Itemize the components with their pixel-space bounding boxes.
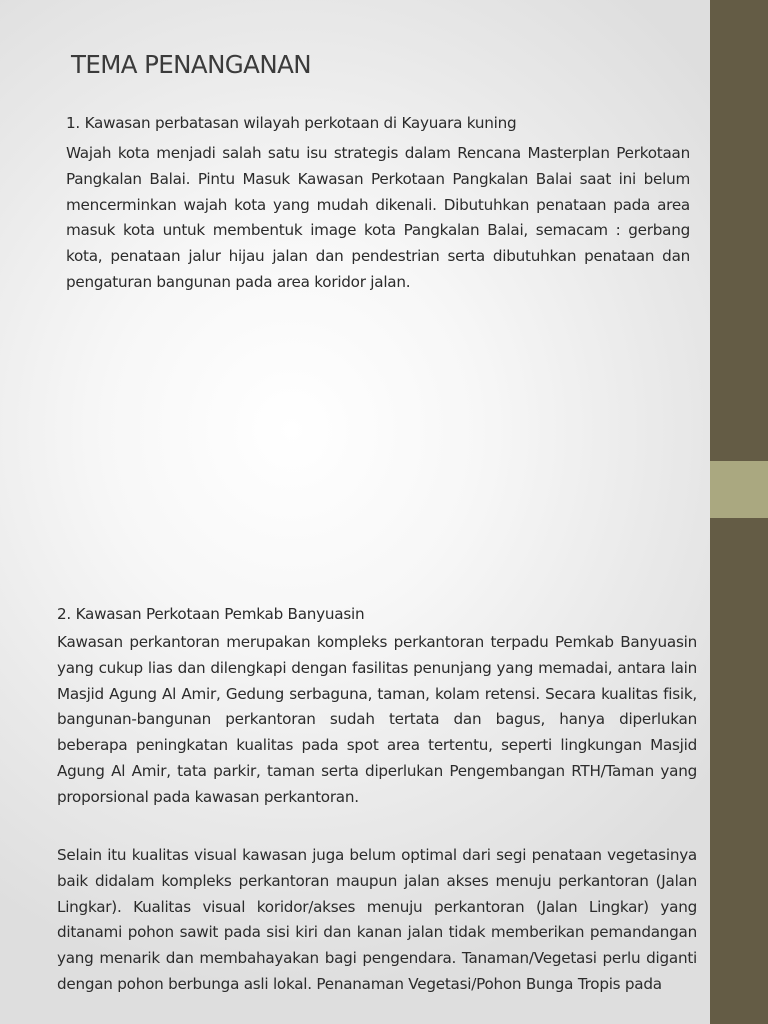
slide-title: TEMA PENANGANAN: [71, 50, 311, 79]
section-1-paragraph-1: Wajah kota menjadi salah satu isu strategis dalam Rencana Masterplan Perkotaan Pangkalan Balai. Pintu Masuk Kawasan Perkotaan Pangkalan Balai saat ini belum mencerminkan wajah kota yang mudah dikenali. Dibutuhkan penataan pada area masuk kota untuk membentuk image kota Pangkalan Balai, semacam : gerbang kota, penataan jalur hijau jalan dan pendestrian serta dibutuhkan penataan dan pengaturan bangunan pada area koridor jalan.: [66, 144, 690, 291]
section-1-heading: 1. Kawasan perbatasan wilayah perkotaan di Kayuara kuning: [66, 114, 517, 132]
side-bar-accent: [710, 461, 768, 518]
section-2-paragraph-2: Selain itu kualitas visual kawasan juga belum optimal dari segi penataan vegetasinya baik didalam kompleks perkantoran maupun jalan akses menuju perkantoran (Jalan Lingkar). Kualitas visual koridor/akses menuju perkantoran (Jalan Lingkar) yang ditanami pohon sawit pada sisi kiri dan kanan jalan tidak memberikan pemandangan yang menarik dan membahayakan bagi pengendara. Tanaman/Vegetasi perlu diganti dengan pohon berbunga asli lokal. Penanaman Vegetasi/Pohon Bunga Tropis pada: [57, 846, 697, 993]
section-2-paragraph-1: Kawasan perkantoran merupakan kompleks perkantoran terpadu Pemkab Banyuasin yang cukup lias dan dilengkapi dengan fasilitas penunjang yang memadai, antara lain Masjid Agung Al Amir, Gedung serbaguna, taman, kolam retensi. Secara kualitas fisik, bangunan-bangunan perkantoran sudah tertata dan bagus, hanya diperlukan beberapa peningkatan kualitas pada spot area tertentu, seperti lingkungan Masjid Agung Al Amir, tata parkir, taman serta diperlukan Pengembangan RTH/Taman yang proporsional pada kawasan perkantoran.: [57, 633, 697, 806]
section-2-heading: 2. Kawasan Perkotaan Pemkab Banyuasin: [57, 605, 365, 623]
